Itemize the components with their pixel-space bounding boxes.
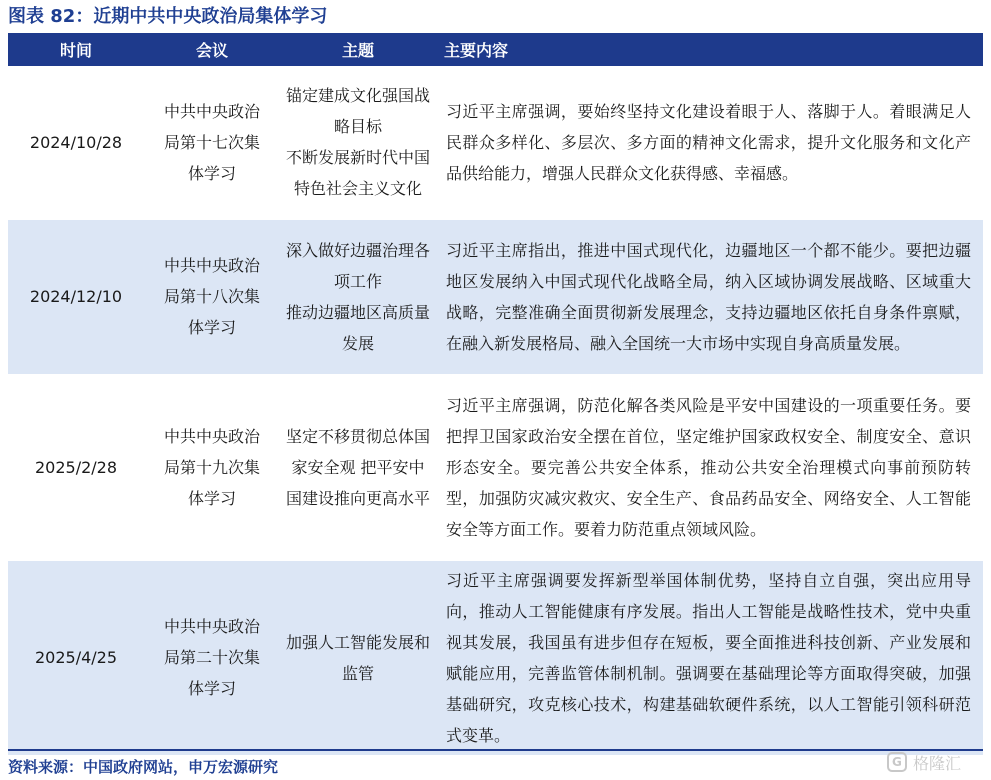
row-content: 习近平主席强调，防范化解各类风险是平安中国建设的一项重要任务。要把捍卫国家政治安全摆在首位，坚定维护国家政权安全、制度安全、意识形态安全。要完善公共安全体系，推动公共安全治理模式向事前预防转型，加强防灾减灾救灾、安全生产、食品药品安全、网络安全、人工智能安全等方面工作。要着力防范重点领域风险。: [436, 374, 983, 560]
row-date: 2024/12/10: [8, 219, 144, 374]
row-meeting: 中共中央政治局第十八次集体学习: [144, 219, 280, 374]
theme-line: 深入做好边疆治理各项工作: [285, 240, 430, 291]
row-meeting: 中共中央政治局第十九次集体学习: [144, 374, 280, 560]
gelonghui-logo-icon: G: [887, 752, 907, 772]
header-content: 主要内容: [436, 33, 983, 66]
bottom-rule: [8, 749, 983, 751]
row-theme: [280, 560, 436, 755]
source-note: 资料来源：中国政府网站，申万宏源研究: [8, 758, 279, 776]
theme-line: 加强人工智能发展和监管: [285, 632, 430, 683]
watermark-text: 格隆汇: [912, 753, 961, 773]
header-theme: 主题: [280, 33, 436, 66]
theme-line: 坚定不移贯彻总体国家安全观 把平安中国建设推向更高水平: [285, 426, 430, 508]
header-meeting: 会议: [144, 33, 280, 66]
watermark: [887, 748, 961, 776]
row-meeting: 中共中央政治局第二十次集体学习: [144, 560, 280, 755]
row-meeting: 中共中央政治局第十七次集体学习: [144, 66, 280, 219]
row-date: 2024/10/28: [8, 66, 144, 219]
theme-line: 锚定建成文化强国战略目标: [285, 86, 430, 137]
theme-line: 不断发展新时代中国特色社会主义文化: [285, 148, 430, 199]
row-theme: [280, 374, 436, 560]
header-date: 时间: [8, 33, 144, 66]
study-sessions-table: [8, 33, 983, 756]
table-header-row: [8, 33, 983, 66]
table-row: [8, 374, 983, 560]
figure-title: 图表 82：近期中共中央政治局集体学习: [8, 6, 328, 27]
row-content: 习近平主席强调，要始终坚持文化建设着眼于人、落脚于人。着眼满足人民群众多样化、多层次、多方面的精神文化需求，提升文化服务和文化产品供给能力，增强人民群众文化获得感、幸福感。: [436, 66, 983, 219]
row-theme: [280, 66, 436, 219]
row-date: 2025/4/25: [8, 560, 144, 755]
row-content: 习近平主席强调要发挥新型举国体制优势，坚持自立自强，突出应用导向，推动人工智能健康有序发展。指出人工智能是战略性技术，党中央重视其发展，我国虽有进步但存在短板，要全面推进科技创新、产业发展和赋能应用，完善监管体制机制。强调要在基础理论等方面取得突破，加强基础研究，攻克核心技术，构建基础软硬件系统，以人工智能引领科研范式变革。: [436, 560, 983, 755]
table-row: [8, 219, 983, 374]
table-row: [8, 66, 983, 219]
row-date: 2025/2/28: [8, 374, 144, 560]
theme-line: 推动边疆地区高质量发展: [285, 302, 430, 353]
table-row: [8, 560, 983, 755]
row-theme: [280, 219, 436, 374]
row-content: 习近平主席指出，推进中国式现代化，边疆地区一个都不能少。要把边疆地区发展纳入中国式现代化战略全局，纳入区域协调发展战略、区域重大战略，完整准确全面贯彻新发展理念，支持边疆地区依托自身条件禀赋，在融入新发展格局、融入全国统一大市场中实现自身高质量发展。: [436, 219, 983, 374]
